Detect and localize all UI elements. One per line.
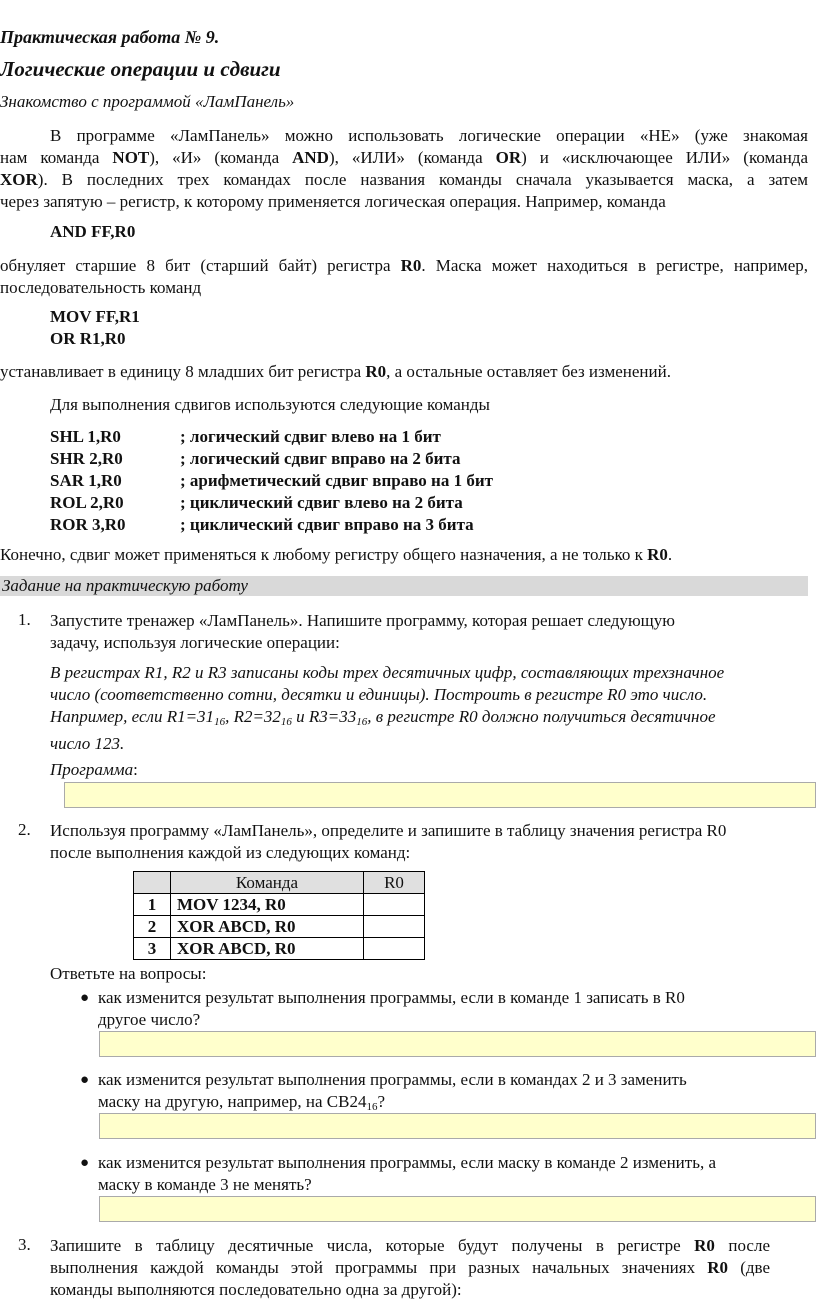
paragraph-5: Конечно, сдвиг может применяться к любому регистру общего назначения, а не только к R0. — [0, 545, 673, 564]
question-1-answer-field[interactable] — [99, 1031, 816, 1057]
question-3-line-1: как изменится результат выполнения программы, если маску в команде 2 изменить, а — [98, 1153, 716, 1172]
code-or: OR R1,R0 — [50, 329, 126, 348]
row-command: MOV 1234, R0 — [171, 894, 364, 916]
task1-problem-line-2: число (соответственно сотни, десятки и единицы). Построить в регистре R0 это число. — [50, 685, 708, 704]
bullet-icon: ● — [80, 1072, 90, 1088]
task1-problem-line-3: Например, если $R1=31_{16}$, $R2=32_{16}$ и $R3=33_{16}$, в регистре R0 должно получиться десятичное — [50, 707, 716, 728]
topic-title: Логические операции и сдвиги — [0, 57, 281, 81]
intro-paragraph — [0, 125, 808, 213]
task2-line-1: Используя программу «ЛамПанель», определите и запишите в таблицу значения регистра R0 — [50, 821, 727, 840]
task1-problem-line-1: В регистрах R1, R2 и R3 записаны коды трех десятичных цифр, составляющих трехзначное — [50, 663, 725, 682]
task3-text — [50, 1235, 770, 1301]
register-table — [133, 871, 425, 960]
section-title: Знакомство с программой «ЛамПанель» — [0, 92, 295, 111]
task1-number: 1. — [18, 610, 31, 629]
task3-number: 3. — [18, 1235, 31, 1254]
row-number: 3 — [134, 938, 171, 960]
shift-comment: ; логический сдвиг влево на 1 бит — [180, 427, 441, 446]
task2-text — [50, 820, 810, 864]
row-r0-cell[interactable] — [364, 916, 425, 938]
shift-cmd: SHL 1,R0 — [50, 427, 121, 446]
table-header-num — [134, 872, 171, 894]
task3-line-3: команды выполняются последовательно одна за другой): — [50, 1280, 462, 1299]
row-r0-cell[interactable] — [364, 938, 425, 960]
code-and: AND FF,R0 — [50, 222, 136, 241]
bullet-icon: ● — [80, 990, 90, 1006]
shift-comment: ; арифметический сдвиг вправо на 1 бит — [180, 471, 493, 490]
task1-problem — [50, 662, 810, 755]
task3-line-2: выполнения каждой команды этой программы при разных начальных значениях R0 (две — [50, 1258, 770, 1277]
paragraph-3: устанавливает в единицу 8 младших бит регистра R0, а остальные оставляет без изменений. — [0, 362, 671, 381]
table-header-command: Команда — [171, 872, 364, 894]
task2-number: 2. — [18, 820, 31, 839]
table-header-r0: R0 — [364, 872, 425, 894]
question-3 — [98, 1152, 798, 1196]
question-2-answer-field[interactable] — [99, 1113, 816, 1139]
question-1 — [98, 987, 798, 1031]
question-1-line-2: другое число? — [98, 1010, 201, 1029]
shift-comment: ; циклический сдвиг влево на 2 бита — [180, 493, 463, 512]
shift-cmd: SAR 1,R0 — [50, 471, 122, 490]
program-label: Программа: — [50, 760, 138, 779]
intro-line-1: В программе «ЛамПанель» можно использовать логические операции «НЕ» (уже знакомая — [50, 126, 808, 145]
program-answer-field[interactable] — [64, 782, 816, 808]
intro-line-2: нам команда NOT), «И» (команда AND), «ИЛИ» (команда OR) и «исключающее ИЛИ» (команда — [0, 148, 808, 167]
task2-line-2: после выполнения каждой из следующих команд: — [50, 843, 411, 862]
task3-line-1: Запишите в таблицу десятичные числа, которые будут получены в регистре R0 после — [50, 1236, 770, 1255]
row-command: XOR ABCD, R0 — [171, 916, 364, 938]
task1-text — [50, 610, 790, 654]
row-number: 2 — [134, 916, 171, 938]
question-3-answer-field[interactable] — [99, 1196, 816, 1222]
paragraph-2 — [0, 255, 808, 299]
question-2 — [98, 1069, 798, 1118]
practical-title: Практическая работа № 9. — [0, 27, 220, 47]
question-2-line-1: как изменится результат выполнения программы, если в командах 2 и 3 заменить — [98, 1070, 687, 1089]
task-header-bar — [0, 576, 808, 596]
table-row — [134, 938, 425, 960]
shift-comment: ; логический сдвиг вправо на 2 бита — [180, 449, 461, 468]
question-2-line-2: маску на другую, например, на $CB24_{16}$? — [98, 1092, 386, 1113]
code-mov: MOV FF,R1 — [50, 307, 140, 326]
row-command: XOR ABCD, R0 — [171, 938, 364, 960]
shift-cmd: SHR 2,R0 — [50, 449, 123, 468]
answer-questions-label: Ответьте на вопросы: — [50, 964, 207, 983]
task1-line-2: задачу, используя логические операции: — [50, 633, 340, 652]
shift-cmd: ROL 2,R0 — [50, 493, 124, 512]
row-r0-cell[interactable] — [364, 894, 425, 916]
intro-line-4: через запятую – регистр, к которому применяется логическая операция. Например, команда — [0, 192, 666, 211]
table-header-row — [134, 872, 425, 894]
paragraph-4: Для выполнения сдвигов используются следующие команды — [50, 395, 490, 414]
p2-line-2: последовательность команд — [0, 278, 202, 297]
task1-line-1: Запустите тренажер «ЛамПанель». Напишите программу, которая решает следующую — [50, 611, 675, 630]
task-header: Задание на практическую работу — [2, 576, 248, 595]
table-row — [134, 916, 425, 938]
p2-line-1: обнуляет старшие 8 бит (старший байт) регистра R0. Маска может находиться в регистре, например, — [0, 256, 808, 275]
row-number: 1 — [134, 894, 171, 916]
intro-line-3: XOR). В последних трех командах после названия команды сначала указывается маска, а затем — [0, 170, 808, 189]
table-row — [134, 894, 425, 916]
task1-problem-line-4: число 123. — [50, 734, 125, 753]
question-1-line-1: как изменится результат выполнения программы, если в команде 1 записать в R0 — [98, 988, 685, 1007]
question-3-line-2: маску в команде 3 не менять? — [98, 1175, 312, 1194]
shift-cmd: ROR 3,R0 — [50, 515, 126, 534]
shift-comment: ; циклический сдвиг вправо на 3 бита — [180, 515, 474, 534]
bullet-icon: ● — [80, 1155, 90, 1171]
